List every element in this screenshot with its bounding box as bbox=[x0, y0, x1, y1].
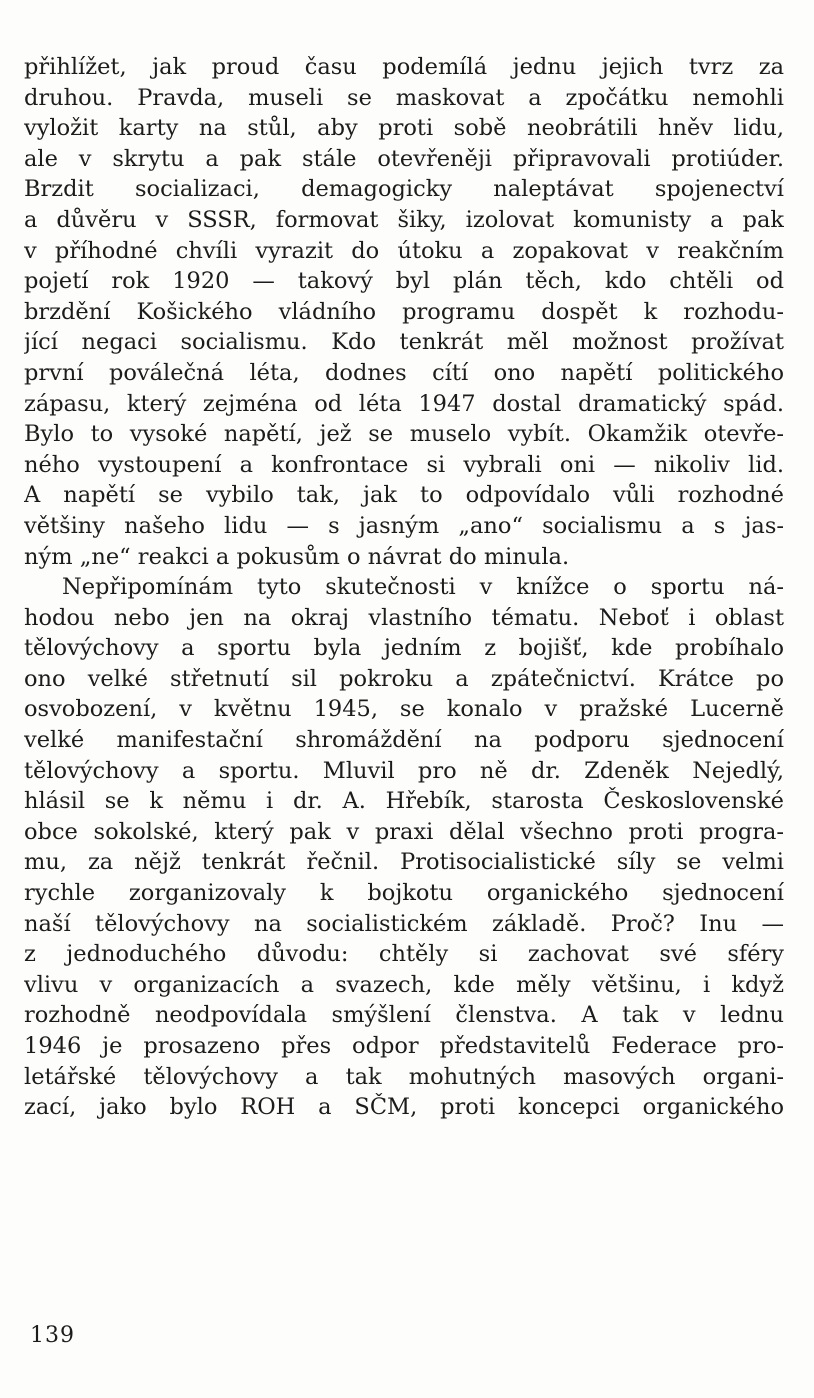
text-line: většiny našeho lidu — s jasným „ano“ socialismu a s jas- bbox=[24, 512, 784, 539]
text-line: jící negaci socialismu. Kdo tenkrát měl možnost prožívat bbox=[24, 329, 784, 356]
text-line: ným „ne“ reakci a pokusům o návrat do minula. bbox=[24, 543, 570, 570]
text-line: ono velké střetnutí sil pokroku a zpátečnictví. Krátce po bbox=[24, 665, 784, 692]
text-line: zápasu, který zejména od léta 1947 dostal dramatický spád. bbox=[24, 390, 784, 417]
text-line: A napětí se vybilo tak, jak to odpovídalo vůli rozhodné bbox=[24, 482, 784, 509]
text-line: ného vystoupení a konfrontace si vybrali oni — nikoliv lid. bbox=[24, 451, 784, 478]
text-line: letářské tělovýchovy a tak mohutných masových organi- bbox=[24, 1063, 784, 1090]
text-line: velké manifestační shromáždění na podporu sjednocení bbox=[24, 727, 784, 754]
text-line: a důvěru v SSSR, formovat šiky, izolovat komunisty a pak bbox=[24, 206, 784, 233]
text-line: přihlížet, jak proud času podemílá jednu jejich tvrz za bbox=[24, 54, 784, 80]
text-line: tělovýchovy a sportu byla jedním z bojišť, kde probíhalo bbox=[24, 635, 784, 662]
text-line: vlivu v organizacích a svazech, kde měly většinu, i když bbox=[24, 971, 784, 998]
text-line: Brzdit socializaci, demagogicky naleptávat spojenectví bbox=[24, 176, 784, 203]
paragraph bbox=[24, 572, 784, 1123]
text-line: hlásil se k němu i dr. A. Hřebík, starosta Československé bbox=[24, 788, 784, 815]
text-line: z jednoduchého důvodu: chtěly si zachovat své sféry bbox=[24, 941, 784, 968]
text-line: mu, za nějž tenkrát řečnil. Protisocialistické síly se velmi bbox=[24, 849, 784, 876]
text-line: osvobození, v květnu 1945, se konalo v pražské Lucerně bbox=[24, 696, 784, 723]
text-line: vyložit karty na stůl, aby proti sobě neobrátili hněv lidu, bbox=[24, 115, 784, 142]
text-line: první poválečná léta, dodnes cítí ono napětí politického bbox=[24, 359, 784, 386]
text-line: druhou. Pravda, museli se maskovat a zpočátku nemohli bbox=[24, 84, 784, 111]
text-line: rychle zorganizovaly k bojkotu organického sjednocení bbox=[24, 880, 784, 907]
text-line: naší tělovýchovy na socialistickém základě. Proč? Inu — bbox=[24, 910, 784, 937]
text-line: Nepřipomínám tyto skutečnosti v knížce o sportu ná- bbox=[62, 574, 784, 601]
text-line: pojetí rok 1920 — takový byl plán těch, kdo chtěli od bbox=[24, 268, 784, 295]
text-line: tělovýchovy a sportu. Mluvil pro ně dr. Zdeněk Nejedlý, bbox=[24, 757, 784, 784]
text-line: 1946 je prosazeno přes odpor představitelů Federace pro- bbox=[24, 1033, 784, 1059]
text-line: obce sokolské, který pak v praxi dělal všechno proti progra- bbox=[24, 818, 784, 845]
page-number: 139 bbox=[30, 1323, 75, 1348]
text-line: brzdění Košického vládního programu dospět k rozhodu- bbox=[24, 298, 784, 325]
text-line: hodou nebo jen na okraj vlastního tématu. Neboť i oblast bbox=[24, 604, 784, 631]
text-line: Bylo to vysoké napětí, jež se muselo vybít. Okamžik otevře- bbox=[24, 421, 784, 448]
body-text bbox=[24, 52, 784, 1123]
text-line: rozhodně neodpovídala smýšlení členstva. A tak v lednu bbox=[24, 1002, 784, 1029]
text-line: v příhodné chvíli vyrazit do útoku a zopakovat v reakčním bbox=[24, 237, 784, 264]
text-line: zací, jako bylo ROH a SČM, proti koncepci organického bbox=[24, 1094, 784, 1121]
paragraph bbox=[24, 52, 784, 572]
text-line: ale v skrytu a pak stále otevřeněji připravovali protiúder. bbox=[24, 145, 784, 172]
